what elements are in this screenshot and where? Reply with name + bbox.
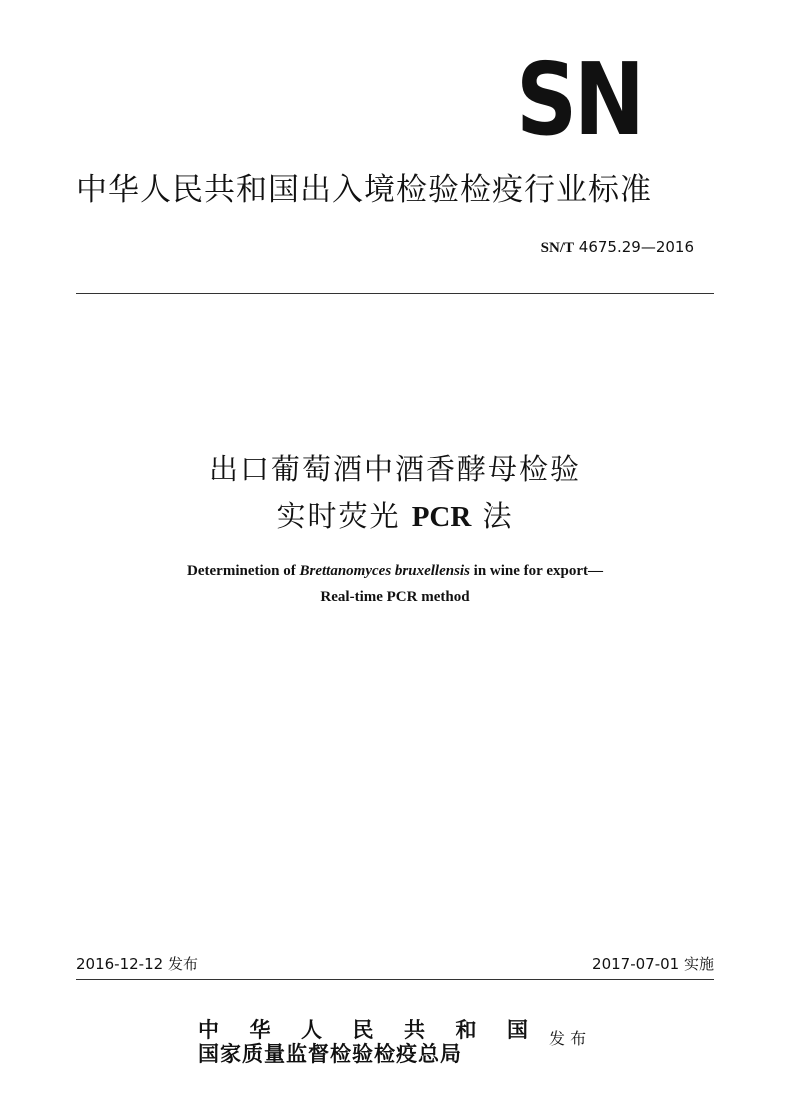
org-title: 中华人民共和国出入境检验检疫行业标准: [76, 172, 652, 208]
publisher-line1: 中 华 人 民 共 和 国: [198, 1017, 528, 1042]
title-en-species: Brettanomyces bruxellensis: [299, 563, 470, 579]
top-divider: [76, 293, 714, 294]
publisher-issue-word: 发 布: [549, 1029, 587, 1048]
standard-number: [541, 238, 694, 257]
title-en-line1: [0, 563, 790, 580]
issue-date: 2016-12-12 发布: [76, 955, 198, 973]
title-en-line1-pre: Determinetion of: [187, 563, 300, 579]
bottom-divider: [76, 979, 714, 980]
title-zh-line2-pre: 实时荧光: [276, 499, 412, 533]
title-en-line2: Real-time PCR method: [320, 589, 470, 605]
sn-logo: SN: [516, 41, 642, 158]
implement-date: 2017-07-01 实施: [592, 955, 714, 973]
title-zh-line2: [0, 494, 790, 535]
title-en-line1-post: in wine for export—: [469, 563, 603, 579]
title-zh-line2-pcr: PCR: [411, 501, 472, 533]
standard-prefix: SN/T: [540, 240, 575, 256]
standard-code: 4675.29—2016: [578, 238, 694, 256]
title-zh-line2-post: 法: [471, 499, 514, 533]
publisher-line2: 国家质量监督检验检疫总局: [198, 1041, 462, 1066]
title-zh-line1: 出口葡萄酒中酒香酵母检验: [208, 452, 581, 486]
